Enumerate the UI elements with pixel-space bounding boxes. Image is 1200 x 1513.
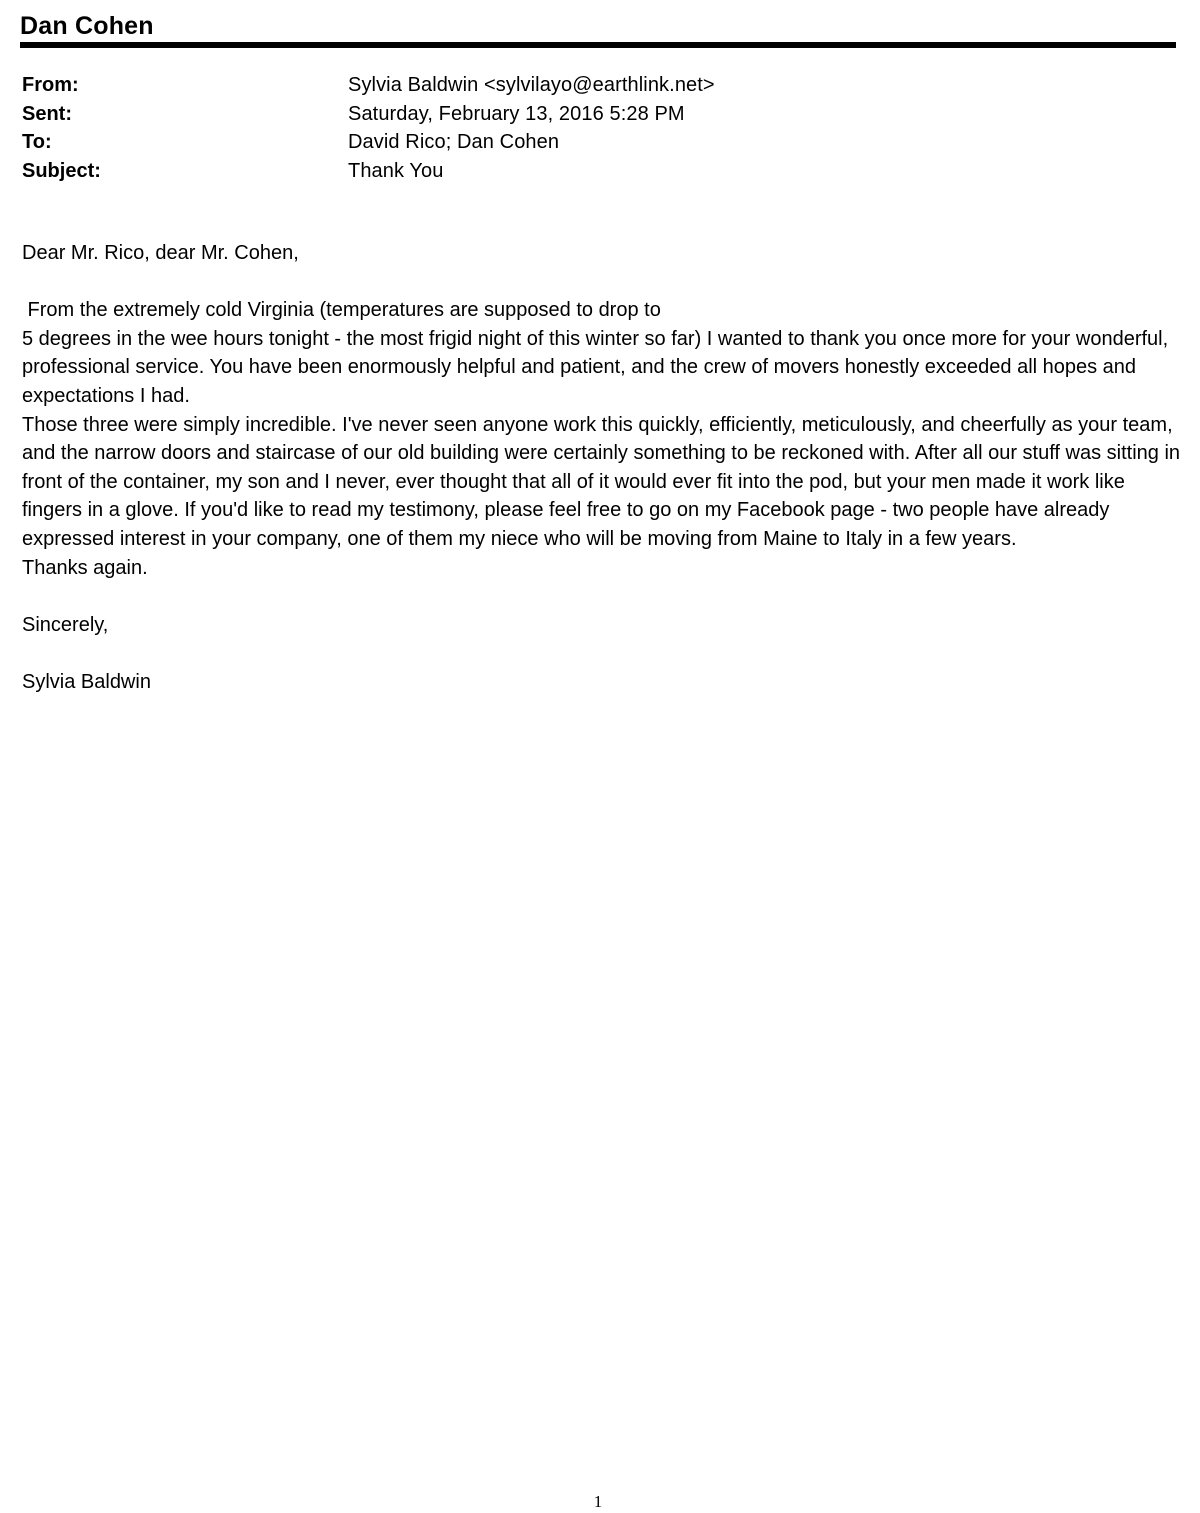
from-label: From: bbox=[22, 74, 79, 96]
email-body bbox=[22, 239, 1182, 697]
mailbox-owner-name: Dan Cohen bbox=[20, 12, 154, 40]
closing: Sincerely, bbox=[22, 613, 109, 636]
to-label: To: bbox=[22, 131, 52, 153]
body-paragraph: Those three were simply incredible. I've never seen anyone work this quickly, efficiently, meticulously, and cheerfully as your team, and the narrow doors and staircase of our old building were certainly something to be reckoned with. After all our stuff was sitting in front of the container, my son and I never, ever thought that all of it would ever fit into the pod, but your men made it work like fingers in a glove. If you'd like to read my testimony, please feel free to go on my Facebook page - two people have already expressed interest in your company, one of them my niece who will be moving from Maine to Italy in a few years. bbox=[22, 413, 1181, 550]
sent-row bbox=[22, 100, 1172, 129]
sent-value: Saturday, February 13, 2016 5:28 PM bbox=[348, 102, 685, 125]
subject-value: Thank You bbox=[348, 159, 444, 182]
subject-row bbox=[22, 157, 1172, 186]
page-header bbox=[20, 10, 1176, 48]
email-header-fields bbox=[22, 71, 1172, 185]
thanks-line: Thanks again. bbox=[22, 556, 148, 579]
body-first-line: From the extremely cold Virginia (temperatures are supposed to drop to bbox=[22, 299, 661, 322]
header-divider bbox=[20, 42, 1176, 48]
sent-label: Sent: bbox=[22, 102, 72, 125]
signature: Sylvia Baldwin bbox=[22, 670, 151, 693]
spacer bbox=[22, 268, 1182, 297]
page-number: 1 bbox=[593, 1492, 603, 1511]
from-row bbox=[22, 71, 1172, 100]
greeting: Dear Mr. Rico, dear Mr. Cohen, bbox=[22, 242, 299, 264]
to-value: David Rico; Dan Cohen bbox=[348, 131, 560, 153]
subject-label: Subject: bbox=[22, 159, 101, 182]
from-value: Sylvia Baldwin <sylvilayo@earthlink.net> bbox=[348, 74, 715, 96]
spacer bbox=[22, 639, 1182, 668]
spacer bbox=[22, 582, 1182, 611]
body-paragraph: 5 degrees in the wee hours tonight - the most frigid night of this winter so far) I wanted to thank you once more for your wonderful, professional service. You have been enormously helpful and patient, and the crew of movers honestly exceeded all hopes and expectations I had. bbox=[22, 327, 1169, 407]
to-row bbox=[22, 128, 1172, 157]
